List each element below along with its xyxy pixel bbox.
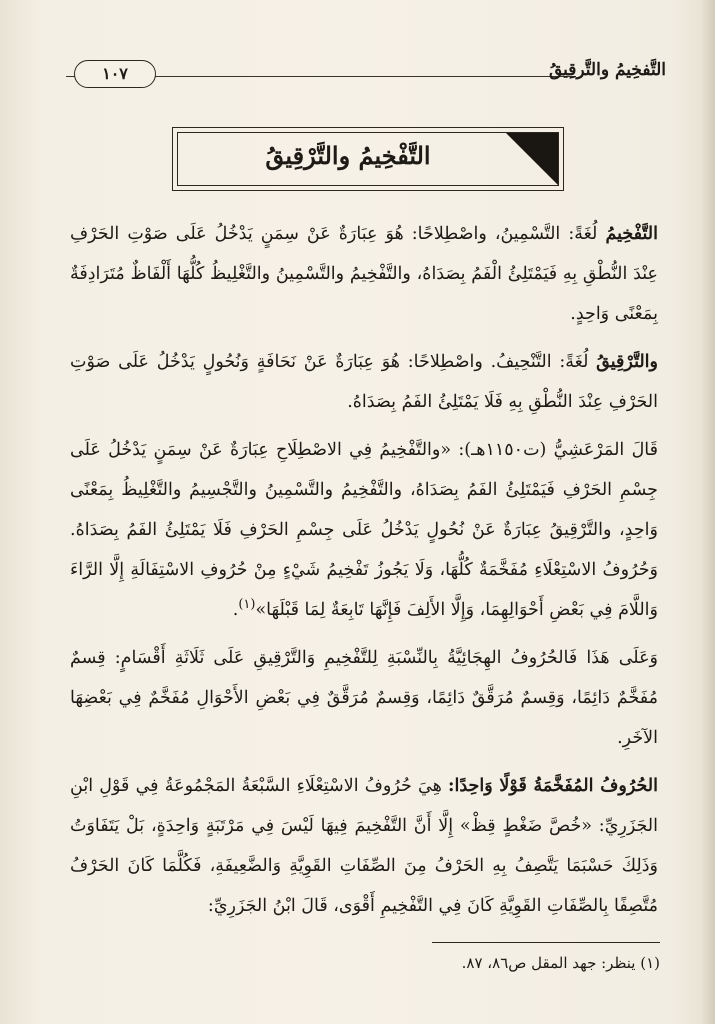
paragraph-tail: .	[232, 600, 239, 620]
term-tafkhim: التَّفْخِيمُ	[605, 224, 658, 244]
term-mufakhkhama: الحُرُوفُ المُفَخَّمَةُ قَوْلًا وَاحِدًا:	[448, 776, 658, 796]
paragraph-text: وَعَلَى هَذَا فَالحُرُوفُ الهِجَائِيَّةُ بِالنِّسْبَةِ لِلتَّفْخِيمِ وَالتَّرْقِيقِ عَلَى ثَلَاثَةِ أَقْسَامٍ: قِسمٌ مُفَخَّمٌ دَائِمًا، وَقِسمٌ مُرَقَّقٌ دَائِمًا، وَقِسمٌ مُرَقَّقٌ فِي بَعْضِ الأَحْوَالِ مُفَخَّمٌ فِي بَعْضِهَا الآخَرِ.	[70, 648, 658, 748]
paragraph-marashi-quote	[70, 430, 658, 630]
chapter-title-inner-frame	[177, 132, 559, 186]
page-number: ١٠٧	[74, 60, 156, 88]
paragraph-mufakhkhama	[70, 766, 658, 926]
paragraph-divisions	[70, 638, 658, 758]
term-tarqiq: والتَّرْقِيقُ	[596, 352, 658, 372]
chapter-title-frame	[172, 127, 564, 191]
footnote-rule	[432, 942, 660, 943]
paragraph-tarqiq	[70, 342, 658, 422]
footnote: (١) ينظر: جهد المقل ص٨٦، ٨٧.	[461, 954, 660, 972]
running-header	[66, 58, 666, 90]
running-header-title: التَّفخِيمُ والتَّرقِيقُ	[548, 60, 666, 80]
body-text	[70, 214, 658, 934]
paragraph-text: قَالَ المَرْعَشِيُّ (ت١١٥٠هـ): «والتَّفْخِيمُ فِي الاصْطِلَاحِ عِبَارَةٌ عَنْ سِمَنٍ يَدْخُلُ عَلَى جِسْمِ الحَرْفِ فَيَمْتَلِئُ الفَمُ بِصَدَاهُ، والتَّفْخِيمُ والتَّسْمِينُ والتَّجْسِيمُ والتَّغْلِيظُ بِمَعْنًى وَاحِدٍ، والتَّرْقِيقُ عِبَارَةٌ عَنْ نُحُولٍ يَدْخُلُ عَلَى جِسْمِ الحَرْفِ فَلَا يَمْتَلِئُ الفَمُ بِصَدَاهُ. وَحُرُوفُ الاسْتِعْلَاءِ مُفَخَّمَةٌ كُلُّهَا، وَلَا يَجُوزُ تَفْخِيمُ شَيْءٍ مِنْ حُرُوفِ الاسْتِفَالَةِ إِلَّا الرَّاءَ وَاللَّامَ فِي بَعْضِ أَحْوَالِهِمَا، وَإِلَّا الأَلِفَ فَإِنَّهَا تَابِعَةٌ لِمَا قَبْلَهَا»	[70, 440, 658, 620]
spine-shadow	[701, 0, 715, 1024]
paragraph-tafkhim	[70, 214, 658, 334]
paragraph-text: هِيَ حُرُوفُ الاسْتِعْلَاءِ السَّبْعَةُ المَجْمُوعَةُ فِي قَوْلِ ابْنِ الجَزَرِيِّ: «خُصَّ ضَغْطٍ قِظْ» إِلَّا أَنَّ التَّفْخِيمَ فِيهَا لَيْسَ فِي مَرْتَبَةٍ وَاحِدَةٍ، بَلْ يَتَفَاوَتُ وَذَلِكَ حَسْبَمَا يَتَّصِفُ بِهِ الحَرْفُ مِنَ الصِّفَاتِ القَوِيَّةِ وَالضَّعِيفَةِ، فَكُلَّمَا كَانَ الحَرْفُ مُتَّصِفًا بِالصِّفَاتِ القَوِيَّةِ كَانَ فِي التَّفْخِيمِ أَقْوَى، قَالَ ابْنُ الجَزَرِيِّ:	[70, 776, 658, 916]
chapter-title: التَّفْخِيمُ والتَّرْقِيقُ	[265, 141, 431, 170]
paragraph-text: لُغَةً: التَّنْحِيفُ. واصْطِلاحًا: هُوَ عِبَارَةٌ عَنْ نَحَافَةٍ وَنُحُولٍ يَدْخُلُ عَلَى صَوْتِ الحَرْفِ عِنْدَ النُّطْقِ بِهِ فَلَا يَمْتَلِئُ الفَمُ بِصَدَاهُ.	[70, 352, 658, 412]
footnote-reference[interactable]: (١)	[238, 597, 256, 613]
paragraph-text: لُغَةً: التَّسْمِينُ، واصْطِلاحًا: هُوَ عِبَارَةٌ عَنْ سِمَنٍ يَدْخُلُ عَلَى صَوْتِ الحَرْفِ عِنْدَ النُّطْقِ بِهِ فَيَمْتَلِئُ الْفَمُ بِصَدَاهُ، والتَّفْخِيمُ والتَّسْمِينُ والتَّغْلِيظُ كُلُّهَا أَلْفَاظٌ مُتَرَادِفَةٌ بِمَعْنًى وَاحِدٍ.	[70, 224, 658, 324]
